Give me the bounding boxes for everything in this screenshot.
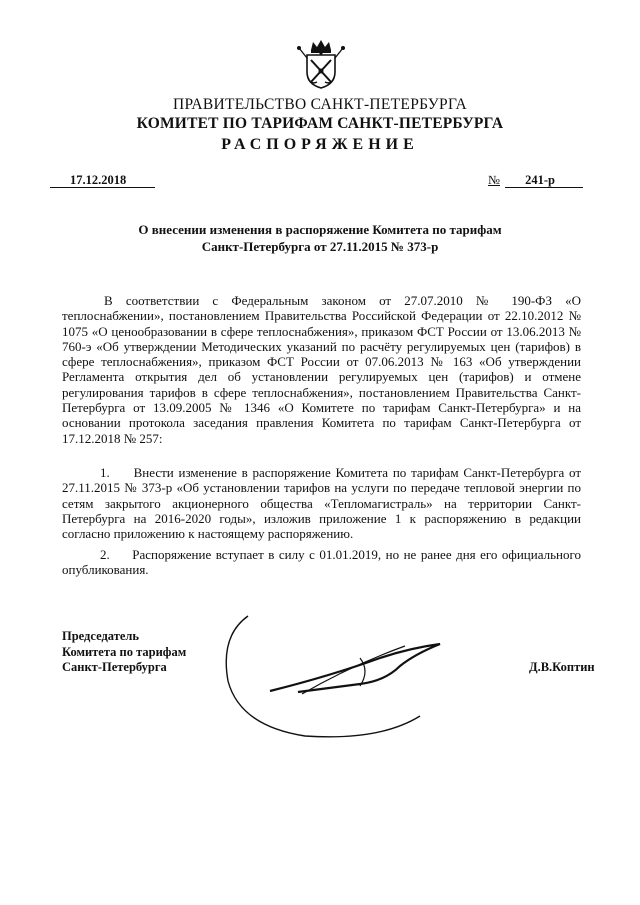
number-value: 241-р — [505, 173, 583, 188]
order-item-1: 1. Внести изменение в распоряжение Комитета по тарифам Санкт-Петербурга от 27.11.2015 № 373-р «Об установлении тарифов на услуги по передаче тепловой энергии по сетям закрытого акционерного общества «Тепломагистраль» на территории Санкт-Петербурга на 2016-2020 годы», изложив приложение 1 к распоряжению в редакции согласно приложению к настоящему распоряжению. — [62, 465, 581, 542]
document-subject — [0, 221, 640, 255]
handwritten-signature — [210, 596, 460, 746]
signer-title-line-3: Санкт-Петербурга — [62, 660, 167, 674]
signer-title-line-1: Председатель — [62, 629, 140, 643]
coat-of-arms-icon — [295, 38, 347, 93]
preamble-paragraph: В соответствии с Федеральным законом от 27.07.2010 № 190-ФЗ «О теплоснабжении», постановлением Правительства Российской Федерации от 22.10.2012 № 1075 «О ценообразовании в сфере теплоснабжения», приказом ФСТ России от 13.06.2013 № 760-э «Об утверждении Методических указаний по расчёту регулируемых цен (тарифов) в сфере теплоснабжения», приказом ФСТ России от 07.06.2013 № 163 «Об утверждении Регламента открытия дел об установлении регулируемых цен (тарифов) и отмене регулирования тарифов в сфере теплоснабжения», постановлением Правительства Санкт-Петербурга от 13.09.2005 № 1346 «О Комитете по тарифам Санкт-Петербурга» и на основании протокола заседания правления Комитета по тарифам Санкт-Петербурга от 17.12.2018 № 257: — [62, 293, 581, 446]
document-type: РАСПОРЯЖЕНИЕ — [221, 136, 419, 153]
subject-line-1: О внесении изменения в распоряжение Комитета по тарифам — [138, 222, 502, 237]
signer-title-line-2: Комитета по тарифам — [62, 644, 187, 659]
document-number — [488, 173, 583, 188]
government-name: ПРАВИТЕЛЬСТВО САНКТ-ПЕТЕРБУРГА — [172, 96, 468, 113]
signer-title — [62, 629, 186, 676]
document-date: 17.12.2018 — [50, 173, 155, 188]
signer-name: Д.В.Коптин — [529, 660, 595, 674]
subject-line-2: Санкт-Петербурга от 27.11.2015 № 373-р — [201, 239, 439, 254]
committee-name: КОМИТЕТ ПО ТАРИФАМ САНКТ-ПЕТЕРБУРГА — [136, 115, 504, 132]
order-item-2: 2. Распоряжение вступает в силу с 01.01.2019, но не ранее дня его официального опубликования. — [62, 547, 581, 578]
number-sign: № — [488, 173, 500, 187]
